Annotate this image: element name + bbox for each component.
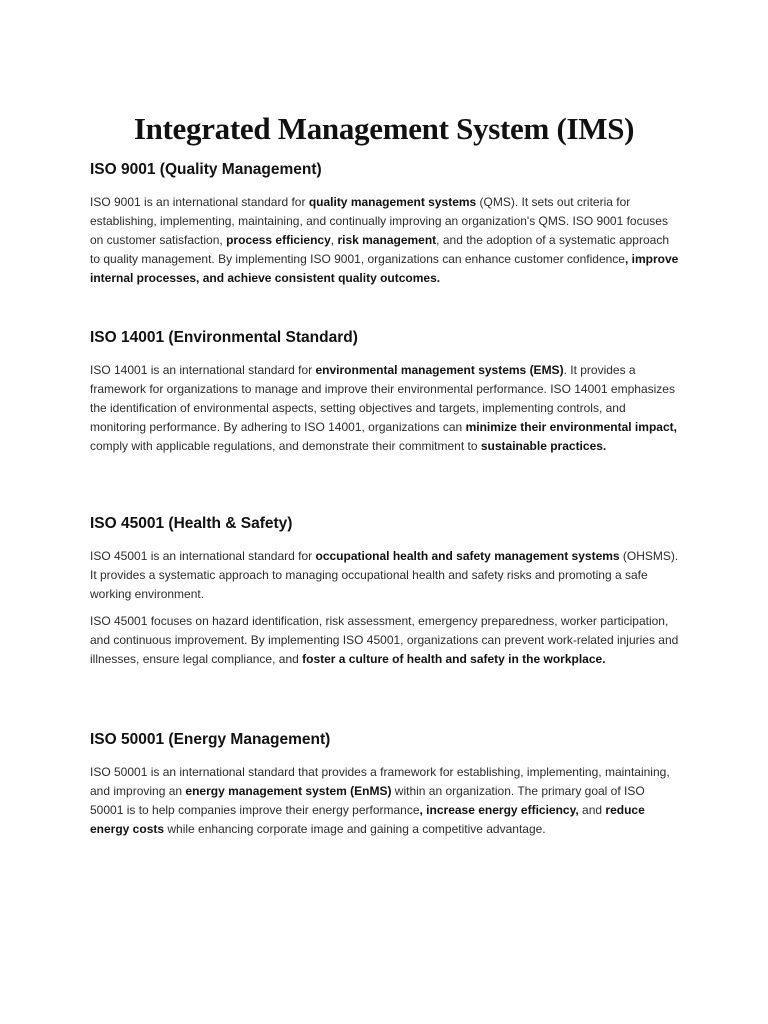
text-run: ISO 50001 is an international standard that provides a framework for establishing, implementing, maintaining, and improving an	[90, 765, 670, 798]
section-heading: ISO 9001 (Quality Management)	[90, 161, 322, 178]
section-paragraph	[90, 547, 680, 604]
text-run: ,	[330, 233, 338, 247]
page-title: Integrated Management System (IMS)	[133, 110, 635, 146]
section-heading: ISO 45001 (Health & Safety)	[90, 515, 293, 532]
bold-text-run: environmental management systems (EMS)	[315, 363, 564, 377]
section-paragraph	[90, 612, 680, 669]
bold-text-run: reduce energy costs	[90, 803, 645, 836]
bold-text-run: , increase energy efficiency,	[419, 803, 579, 817]
bold-text-run: occupational health and safety management systems	[315, 549, 620, 563]
text-run: ISO 14001 is an international standard for	[90, 363, 316, 377]
bold-text-run: foster a culture of health and safety in the workplace.	[302, 652, 606, 666]
section-paragraph	[90, 361, 680, 456]
bold-text-run: minimize their environmental impact,	[465, 420, 677, 434]
bold-text-run: sustainable practices.	[480, 439, 607, 453]
bold-text-run: process efficiency	[226, 233, 331, 247]
section-paragraph	[90, 763, 680, 839]
text-run: . It provides a framework for organizations to manage and improve their environmental performance. ISO 14001 emphasizes the identification of environmental aspects, setting objectives and targets, implementing controls, and monitoring performance. By adhering to ISO 14001, organizations can	[90, 363, 675, 434]
text-run: , and the adoption of a systematic approach to quality management. By implementing ISO 9001, organizations can enhance customer confidence	[90, 233, 669, 266]
text-run: while enhancing corporate image and gaining a competitive advantage.	[164, 822, 546, 836]
bold-text-run: quality management systems	[308, 195, 477, 209]
bold-text-run: , improve internal processes, and achieve consistent quality outcomes.	[90, 252, 679, 285]
section-heading: ISO 50001 (Energy Management)	[90, 731, 331, 748]
section-iso-45001	[90, 514, 680, 669]
text-run: (OHSMS). It provides a systematic approach to managing occupational health and safety risks and promoting a safe working environment.	[90, 549, 679, 601]
section-iso-14001	[90, 328, 680, 456]
text-run: ISO 45001 is an international standard for	[90, 549, 316, 563]
text-run: ISO 45001 focuses on hazard identification, risk assessment, emergency preparedness, worker participation, and continuous improvement. By implementing ISO 45001, organizations can prevent work-related injuries and illnesses, ensure legal compliance, and	[90, 614, 679, 666]
section-paragraph	[90, 193, 680, 288]
text-run: ISO 9001 is an international standard for	[90, 195, 309, 209]
text-run: (QMS). It sets out criteria for establishing, implementing, maintaining, and continually improving an organization's QMS. ISO 9001 focuses on customer satisfaction,	[90, 195, 668, 247]
section-heading: ISO 14001 (Environmental Standard)	[90, 329, 358, 346]
text-run: and	[578, 803, 606, 817]
text-run: within an organization. The primary goal of ISO 50001 is to help companies improve their energy performance	[90, 784, 645, 817]
section-iso-9001	[90, 160, 680, 288]
bold-text-run: risk management	[337, 233, 437, 247]
section-iso-50001	[90, 730, 680, 839]
text-run: comply with applicable regulations, and demonstrate their commitment to	[90, 439, 481, 453]
bold-text-run: energy management system (EnMS)	[185, 784, 392, 798]
